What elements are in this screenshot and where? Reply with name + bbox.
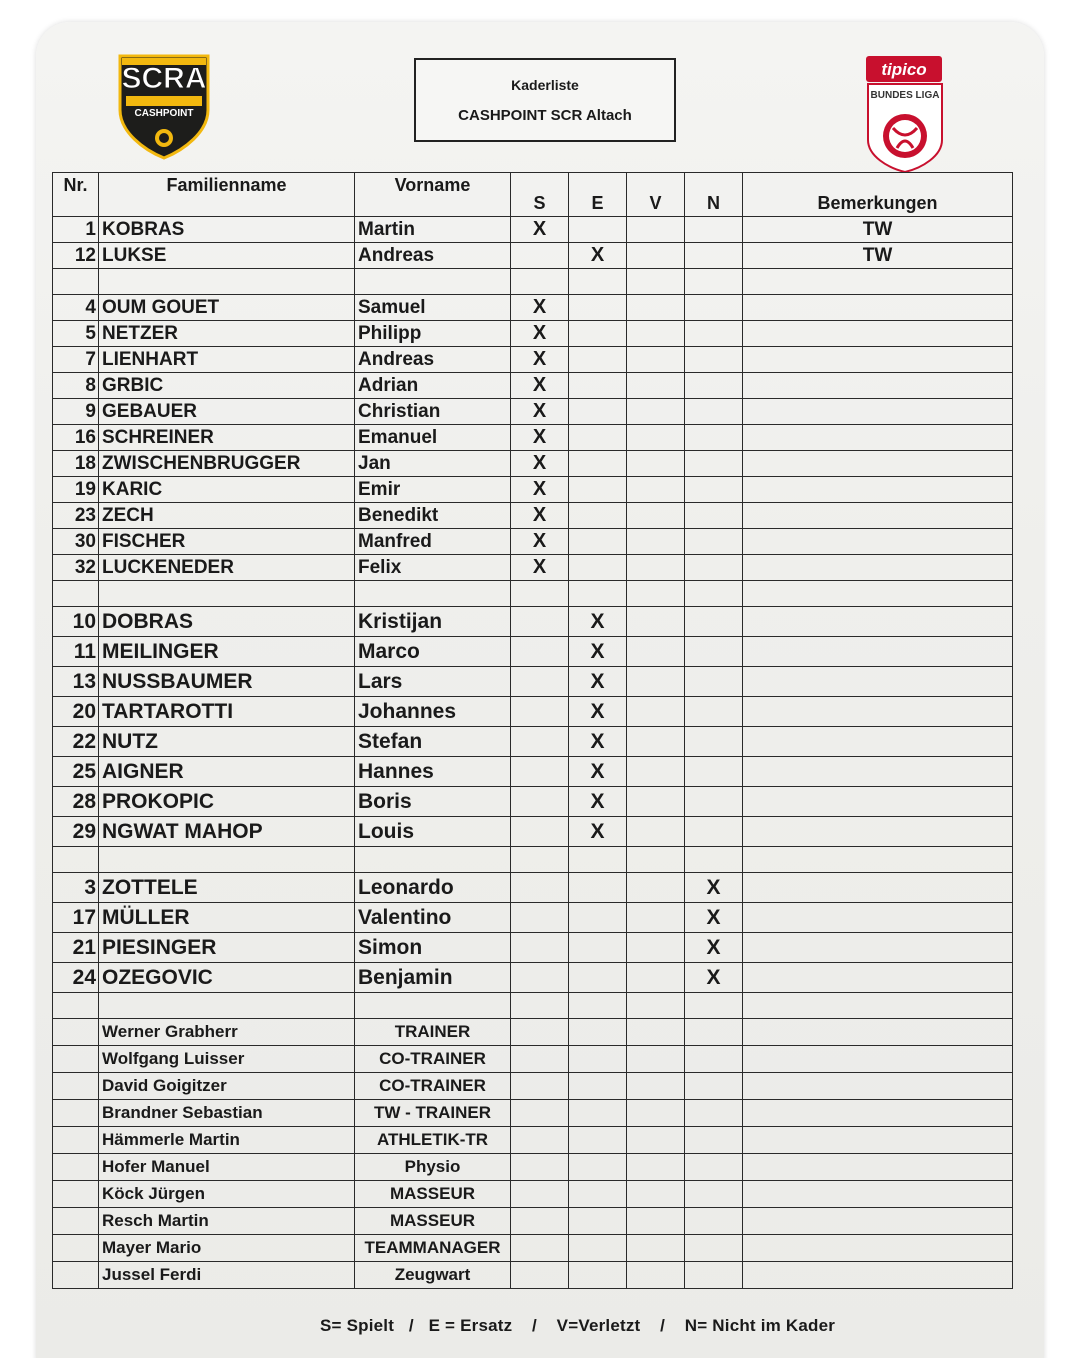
player-remark: TW	[743, 217, 1013, 243]
staff-name: Hämmerle Martin	[99, 1127, 355, 1154]
player-firstname: Andreas	[355, 347, 511, 373]
player-firstname: Simon	[355, 933, 511, 963]
player-lastname: GEBAUER	[99, 399, 355, 425]
staff-name: Mayer Mario	[99, 1235, 355, 1262]
player-firstname: Andreas	[355, 243, 511, 269]
staff-name: Hofer Manuel	[99, 1154, 355, 1181]
player-lastname: KOBRAS	[99, 217, 355, 243]
table-row	[53, 727, 1013, 757]
player-firstname: Felix	[355, 555, 511, 581]
player-lastname: OZEGOVIC	[99, 963, 355, 993]
table-row	[53, 503, 1013, 529]
mark-n	[685, 243, 743, 269]
table-row	[53, 607, 1013, 637]
mark-s: X	[511, 529, 569, 555]
player-number: 1	[53, 217, 99, 243]
player-lastname: NETZER	[99, 321, 355, 347]
mark-s: X	[511, 477, 569, 503]
staff-row	[53, 1046, 1013, 1073]
staff-row	[53, 1262, 1013, 1289]
mark-n: X	[685, 963, 743, 993]
legend-s: S= Spielt	[320, 1316, 395, 1335]
player-firstname: Benjamin	[355, 963, 511, 993]
player-lastname: TARTAROTTI	[99, 697, 355, 727]
staff-name: Wolfgang Luisser	[99, 1046, 355, 1073]
player-lastname: MÜLLER	[99, 903, 355, 933]
player-number: 17	[53, 903, 99, 933]
player-firstname: Christian	[355, 399, 511, 425]
player-number: 29	[53, 817, 99, 847]
table-row	[53, 373, 1013, 399]
mark-v	[627, 217, 685, 243]
staff-role: Physio	[355, 1154, 511, 1181]
player-number: 28	[53, 787, 99, 817]
staff-role: TRAINER	[355, 1019, 511, 1046]
player-firstname: Samuel	[355, 295, 511, 321]
mark-s: X	[511, 451, 569, 477]
staff-name: Köck Jürgen	[99, 1181, 355, 1208]
player-number: 4	[53, 295, 99, 321]
table-header-row	[53, 173, 1013, 217]
player-firstname: Leonardo	[355, 873, 511, 903]
staff-role: TW - TRAINER	[355, 1100, 511, 1127]
mark-n: X	[685, 933, 743, 963]
table-row	[53, 933, 1013, 963]
table-row	[53, 529, 1013, 555]
col-header-n: N	[685, 173, 743, 217]
staff-role: Zeugwart	[355, 1262, 511, 1289]
mark-e: X	[569, 243, 627, 269]
mark-s: X	[511, 347, 569, 373]
staff-row	[53, 1019, 1013, 1046]
player-lastname: LIENHART	[99, 347, 355, 373]
player-lastname: ZWISCHENBRUGGER	[99, 451, 355, 477]
player-firstname: Marco	[355, 637, 511, 667]
document-title-box	[414, 58, 676, 142]
table-row	[53, 399, 1013, 425]
mark-s: X	[511, 555, 569, 581]
player-number: 16	[53, 425, 99, 451]
tipico-logo-text: tipico	[881, 60, 927, 79]
player-firstname: Martin	[355, 217, 511, 243]
player-firstname: Emir	[355, 477, 511, 503]
player-number: 19	[53, 477, 99, 503]
player-lastname: MEILINGER	[99, 637, 355, 667]
table-row	[53, 243, 1013, 269]
scra-club-logo	[112, 52, 216, 160]
mark-e: X	[569, 667, 627, 697]
mark-e: X	[569, 787, 627, 817]
col-header-nr: Nr.	[53, 173, 99, 217]
table-row	[53, 757, 1013, 787]
staff-name: Werner Grabherr	[99, 1019, 355, 1046]
table-row	[53, 321, 1013, 347]
player-number: 7	[53, 347, 99, 373]
col-header-lastname: Familienname	[99, 173, 355, 217]
staff-row	[53, 1100, 1013, 1127]
mark-s: X	[511, 425, 569, 451]
staff-role: MASSEUR	[355, 1208, 511, 1235]
player-number: 9	[53, 399, 99, 425]
table-row	[53, 451, 1013, 477]
col-header-s: S	[511, 173, 569, 217]
legend-v: V=Verletzt	[556, 1316, 641, 1335]
mark-s: X	[511, 321, 569, 347]
player-lastname: FISCHER	[99, 529, 355, 555]
player-number: 5	[53, 321, 99, 347]
mark-v	[627, 243, 685, 269]
mark-e: X	[569, 727, 627, 757]
table-row	[53, 217, 1013, 243]
player-lastname: PROKOPIC	[99, 787, 355, 817]
table-row	[53, 477, 1013, 503]
player-firstname: Louis	[355, 817, 511, 847]
mark-n: X	[685, 873, 743, 903]
staff-row	[53, 1208, 1013, 1235]
col-header-firstname: Vorname	[355, 173, 511, 217]
player-firstname: Hannes	[355, 757, 511, 787]
staff-row	[53, 1127, 1013, 1154]
mark-e: X	[569, 637, 627, 667]
mark-s: X	[511, 373, 569, 399]
staff-role: ATHLETIK-TR	[355, 1127, 511, 1154]
player-remark: TW	[743, 243, 1013, 269]
player-lastname: ZOTTELE	[99, 873, 355, 903]
staff-row	[53, 1235, 1013, 1262]
col-header-v: V	[627, 173, 685, 217]
staff-name: David Goigitzer	[99, 1073, 355, 1100]
player-lastname: LUCKENEDER	[99, 555, 355, 581]
table-row	[53, 667, 1013, 697]
squad-table	[52, 172, 1012, 1289]
player-number: 30	[53, 529, 99, 555]
table-row	[53, 963, 1013, 993]
col-header-e: E	[569, 173, 627, 217]
player-lastname: ZECH	[99, 503, 355, 529]
player-firstname: Benedikt	[355, 503, 511, 529]
staff-name: Brandner Sebastian	[99, 1100, 355, 1127]
player-lastname: LUKSE	[99, 243, 355, 269]
player-firstname: Lars	[355, 667, 511, 697]
legend-separator: /	[408, 1316, 414, 1335]
mark-e	[569, 217, 627, 243]
player-lastname: NUSSBAUMER	[99, 667, 355, 697]
table-row	[53, 787, 1013, 817]
player-lastname: NUTZ	[99, 727, 355, 757]
legend-e: E = Ersatz	[428, 1316, 513, 1335]
legend-n: N= Nicht im Kader	[684, 1316, 836, 1335]
empty-row	[53, 269, 1013, 295]
player-number: 12	[53, 243, 99, 269]
player-firstname: Boris	[355, 787, 511, 817]
scra-logo-sponsor: CASHPOINT	[134, 108, 194, 119]
player-number: 8	[53, 373, 99, 399]
scra-logo-text: SCRA	[121, 62, 207, 95]
player-number: 22	[53, 727, 99, 757]
player-firstname: Stefan	[355, 727, 511, 757]
player-lastname: NGWAT MAHOP	[99, 817, 355, 847]
table-row	[53, 903, 1013, 933]
player-firstname: Jan	[355, 451, 511, 477]
table-row	[53, 817, 1013, 847]
empty-row	[53, 993, 1013, 1019]
staff-name: Resch Martin	[99, 1208, 355, 1235]
mark-s: X	[511, 399, 569, 425]
player-lastname: SCHREINER	[99, 425, 355, 451]
table-row	[53, 637, 1013, 667]
empty-row	[53, 847, 1013, 873]
player-lastname: GRBIC	[99, 373, 355, 399]
player-number: 18	[53, 451, 99, 477]
bundesliga-logo-text: BUNDES LIGA	[870, 90, 940, 101]
player-lastname: OUM GOUET	[99, 295, 355, 321]
staff-role: TEAMMANAGER	[355, 1235, 511, 1262]
table-row	[53, 347, 1013, 373]
kaderliste-sheet	[36, 22, 1044, 1358]
staff-row	[53, 1154, 1013, 1181]
staff-role: CO-TRAINER	[355, 1073, 511, 1100]
player-firstname: Adrian	[355, 373, 511, 399]
player-lastname: AIGNER	[99, 757, 355, 787]
mark-e: X	[569, 697, 627, 727]
player-number: 24	[53, 963, 99, 993]
mark-n: X	[685, 903, 743, 933]
mark-s: X	[511, 217, 569, 243]
mark-e: X	[569, 817, 627, 847]
player-number: 32	[53, 555, 99, 581]
player-firstname: Emanuel	[355, 425, 511, 451]
tipico-bundesliga-logo	[866, 56, 944, 174]
player-lastname: PIESINGER	[99, 933, 355, 963]
player-number: 10	[53, 607, 99, 637]
staff-name: Jussel Ferdi	[99, 1262, 355, 1289]
player-firstname: Valentino	[355, 903, 511, 933]
table-row	[53, 295, 1013, 321]
legend-separator: /	[660, 1316, 666, 1335]
empty-row	[53, 581, 1013, 607]
mark-s: X	[511, 295, 569, 321]
staff-row	[53, 1181, 1013, 1208]
document-title: Kaderliste	[511, 76, 579, 93]
legend	[320, 1316, 960, 1336]
player-number: 13	[53, 667, 99, 697]
staff-role: MASSEUR	[355, 1181, 511, 1208]
staff-row	[53, 1073, 1013, 1100]
player-number: 20	[53, 697, 99, 727]
player-number: 23	[53, 503, 99, 529]
player-lastname: KARIC	[99, 477, 355, 503]
player-number: 21	[53, 933, 99, 963]
table-row	[53, 697, 1013, 727]
player-firstname: Manfred	[355, 529, 511, 555]
col-header-remarks: Bemerkungen	[743, 173, 1013, 217]
team-name: CASHPOINT SCR Altach	[458, 106, 632, 124]
table-row	[53, 425, 1013, 451]
player-firstname: Kristijan	[355, 607, 511, 637]
player-firstname: Johannes	[355, 697, 511, 727]
staff-role: CO-TRAINER	[355, 1046, 511, 1073]
table-row	[53, 555, 1013, 581]
mark-e: X	[569, 607, 627, 637]
player-number: 11	[53, 637, 99, 667]
legend-separator: /	[532, 1316, 537, 1335]
player-number: 3	[53, 873, 99, 903]
mark-e: X	[569, 757, 627, 787]
player-lastname: DOBRAS	[99, 607, 355, 637]
mark-n	[685, 217, 743, 243]
mark-s: X	[511, 503, 569, 529]
mark-s	[511, 243, 569, 269]
player-firstname: Philipp	[355, 321, 511, 347]
table-row	[53, 873, 1013, 903]
player-number: 25	[53, 757, 99, 787]
